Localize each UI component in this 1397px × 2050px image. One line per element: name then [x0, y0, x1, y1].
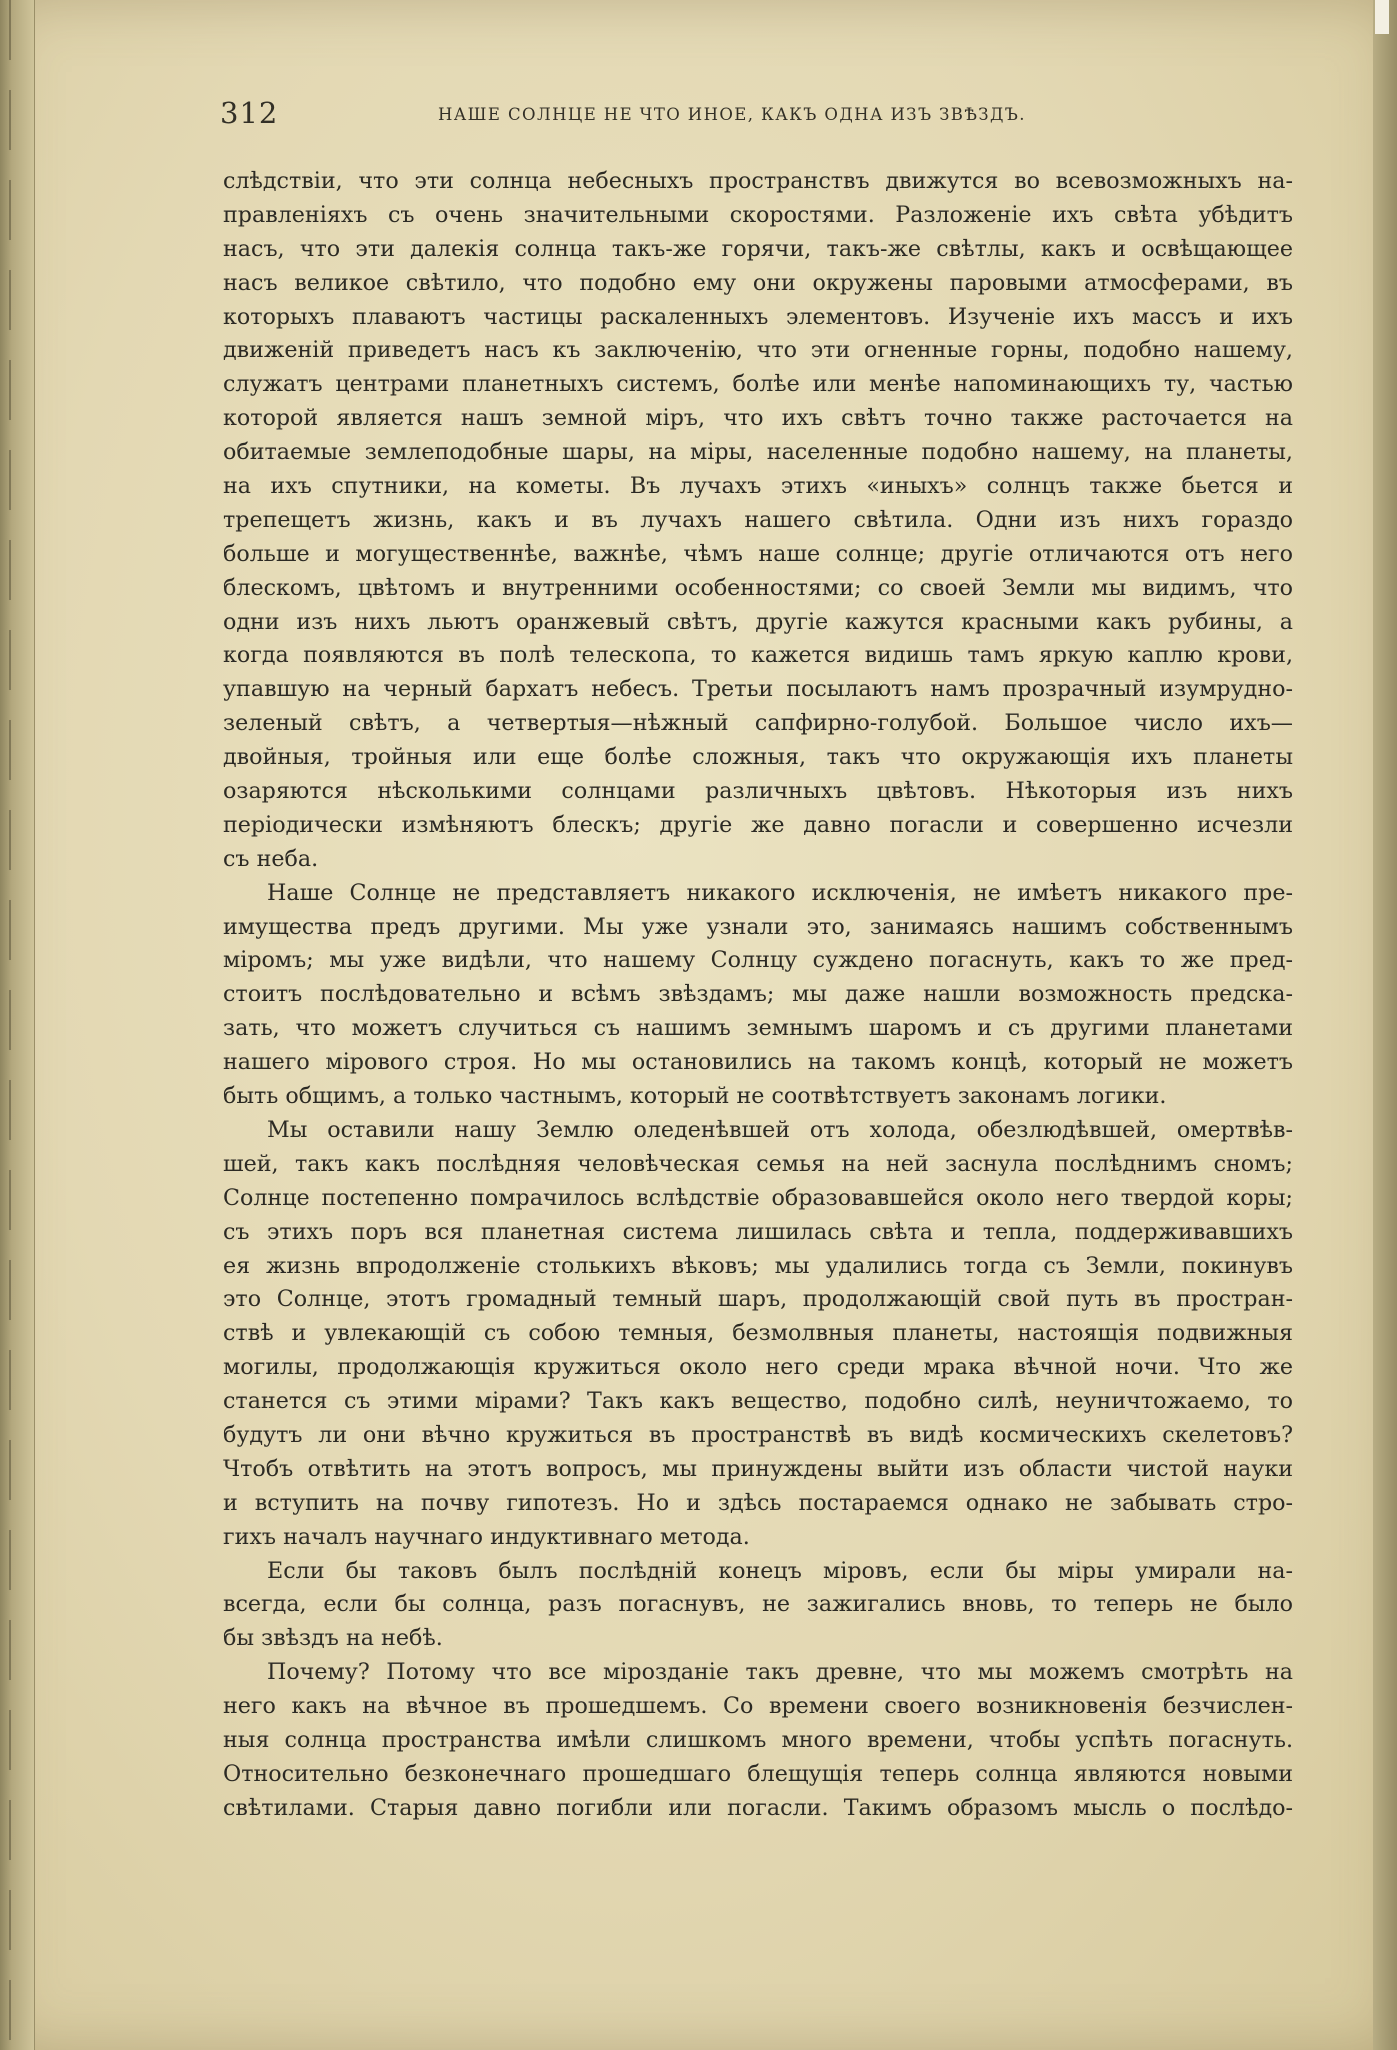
text-line: правленіяхъ съ очень значительными скоростями. Разложеніе ихъ свѣта убѣдитъ — [223, 201, 1293, 228]
text-line: Относительно безконечнаго прошедшаго блещущія теперь солнца являются новыми — [223, 1760, 1293, 1787]
text-line: нашего мірового строя. Но мы остановились на такомъ концѣ, который не можетъ — [223, 1049, 1293, 1076]
text-line: ея жизнь впродолженіе столькихъ вѣковъ; мы удалились тогда съ Земли, покинувъ — [223, 1252, 1293, 1279]
page-right-edge — [1373, 0, 1397, 2050]
text-line: періодически измѣняютъ блескъ; другіе же давно погасли и совершенно исчезли — [223, 811, 1293, 838]
text-line: съ неба. — [223, 845, 319, 872]
text-line: которыхъ плаваютъ частицы раскаленныхъ элементовъ. Изученіе ихъ массъ и ихъ — [223, 303, 1293, 330]
page-header — [220, 96, 1295, 132]
text-line: и вступить на почву гипотезъ. Но и здѣсь постараемся однако не забывать стро- — [223, 1489, 1293, 1516]
text-line: стоитъ послѣдовательно и всѣмъ звѣздамъ; мы даже нашли возможность предска- — [223, 981, 1293, 1008]
text-line: больше и могущественнѣе, важнѣе, чѣмъ наше солнце; другіе отличаются отъ него — [223, 540, 1293, 567]
text-line: свѣтилами. Старыя давно погибли или погасли. Такимъ образомъ мысль о послѣдо- — [223, 1794, 1293, 1821]
text-line: трепещетъ жизнь, какъ и въ лучахъ нашего свѣтила. Одни изъ нихъ гораздо — [223, 506, 1293, 533]
text-line: Солнце постепенно помрачилось вслѣдствіе образовавшейся около него твердой коры; — [223, 1184, 1293, 1211]
text-line: зеленый свѣтъ, а четвертыя—нѣжный сапфирно-голубой. Большое число ихъ— — [223, 710, 1293, 737]
text-line: зать, что можетъ случиться съ нашимъ земнымъ шаромъ и съ другими планетами — [223, 1015, 1293, 1042]
text-line: Почему? Потому что все мірозданіе такъ древне, что мы можемъ смотрѣть на — [267, 1659, 1293, 1686]
text-line: которой является нашъ земной міръ, что ихъ свѣтъ точно также расточается на — [223, 405, 1293, 432]
text-line: упавшую на черный бархатъ небесъ. Третьи посылаютъ намъ прозрачный изумрудно- — [223, 676, 1293, 703]
text-line: когда появляются въ полѣ телескопа, то кажется видишь тамъ яркую каплю крови, — [223, 642, 1293, 669]
text-line: будутъ ли они вѣчно кружиться въ пространствѣ въ видѣ космическихъ скелетовъ? — [223, 1421, 1293, 1448]
text-line: могилы, продолжающія кружиться около него среди мрака вѣчной ночи. Что же — [223, 1354, 1293, 1381]
page-number: 312 — [220, 96, 279, 130]
text-line: гихъ началъ научнаго индуктивнаго метода. — [223, 1523, 750, 1550]
text-line: Мы оставили нашу Землю оледенѣвшей отъ холода, обезлюдѣвшей, омертвѣв- — [267, 1116, 1293, 1143]
text-line: обитаемые землеподобные шары, на міры, населенные подобно нашему, на планеты, — [223, 439, 1293, 466]
text-line: Чтобъ отвѣтить на этотъ вопросъ, мы принуждены выйти изъ области чистой науки — [223, 1455, 1293, 1482]
text-line: служатъ центрами планетныхъ системъ, болѣе или менѣе напоминающихъ ту, частью — [223, 371, 1293, 398]
text-line: имущества предъ другими. Мы уже узнали это, занимаясь нашимъ собственнымъ — [223, 913, 1293, 940]
text-line: съ этихъ поръ вся планетная система лишилась свѣта и тепла, поддерживавшихъ — [223, 1218, 1293, 1245]
text-line: на ихъ спутники, на кометы. Въ лучахъ этихъ «иныхъ» солнцъ также бьется и — [223, 473, 1293, 500]
text-line: насъ великое свѣтило, что подобно ему они окружены паровыми атмосферами, въ — [223, 269, 1293, 296]
text-line: одни изъ нихъ льютъ оранжевый свѣтъ, другіе кажутся красными какъ рубины, а — [223, 608, 1293, 635]
text-line: ствѣ и увлекающій съ собою темныя, безмолвныя планеты, настоящія подвижныя — [223, 1320, 1293, 1347]
text-line: насъ, что эти далекія солнца такъ-же горячи, такъ-же свѣтлы, какъ и освѣщающее — [223, 235, 1293, 262]
text-line: бы звѣздъ на небѣ. — [223, 1625, 443, 1652]
text-line: озаряются нѣсколькими солнцами различныхъ цвѣтовъ. Нѣкоторыя изъ нихъ — [223, 778, 1293, 805]
text-line: это Солнце, этотъ громадный темный шаръ, продолжающій свой путь въ простран- — [223, 1286, 1293, 1313]
body-text — [223, 165, 1293, 1826]
text-line: Наше Солнце не представляетъ никакого исключенія, не имѣетъ никакого пре- — [267, 879, 1293, 906]
text-line: слѣдствіи, что эти солнца небесныхъ пространствъ движутся во всевозможныхъ на- — [223, 168, 1293, 194]
running-title: НАШЕ СОЛНЦЕ НЕ ЧТО ИНОЕ, КАКЪ ОДНА ИЗЪ ЗВѢЗДЪ. — [438, 105, 1026, 124]
text-line: быть общимъ, а только частнымъ, который не соотвѣтствуетъ законамъ логики. — [223, 1083, 1167, 1110]
text-line: шей, такъ какъ послѣдняя человѣческая семья на ней заснула послѣднимъ сномъ; — [223, 1150, 1293, 1177]
text-line: Если бы таковъ былъ послѣдній конецъ міровъ, если бы міры умирали на- — [267, 1557, 1293, 1584]
text-line: станется съ этими мірами? Такъ какъ вещество, подобно силѣ, неуничтожаемо, то — [223, 1388, 1293, 1415]
text-line: міромъ; мы уже видѣли, что нашему Солнцу суждено погаснуть, какъ то же пред- — [223, 947, 1293, 974]
text-line: него какъ на вѣчное въ прошедшемъ. Со времени своего возникновенія безчислен- — [223, 1693, 1293, 1720]
text-line: движеній приведетъ насъ къ заключенію, что эти огненные горны, подобно нашему, — [223, 337, 1293, 364]
text-line: двойныя, тройныя или еще болѣе сложныя, такъ что окружающія ихъ планеты — [223, 744, 1293, 771]
book-binding-edge — [0, 0, 35, 2050]
text-line: ныя солнца пространства имѣли слишкомъ много времени, чтобы успѣть погаснуть. — [223, 1726, 1293, 1753]
text-line: блескомъ, цвѣтомъ и внутренними особенностями; со своей Земли мы видимъ, что — [223, 574, 1293, 601]
text-line: всегда, если бы солнца, разъ погаснувъ, не зажигались вновь, то теперь не было — [223, 1591, 1293, 1618]
